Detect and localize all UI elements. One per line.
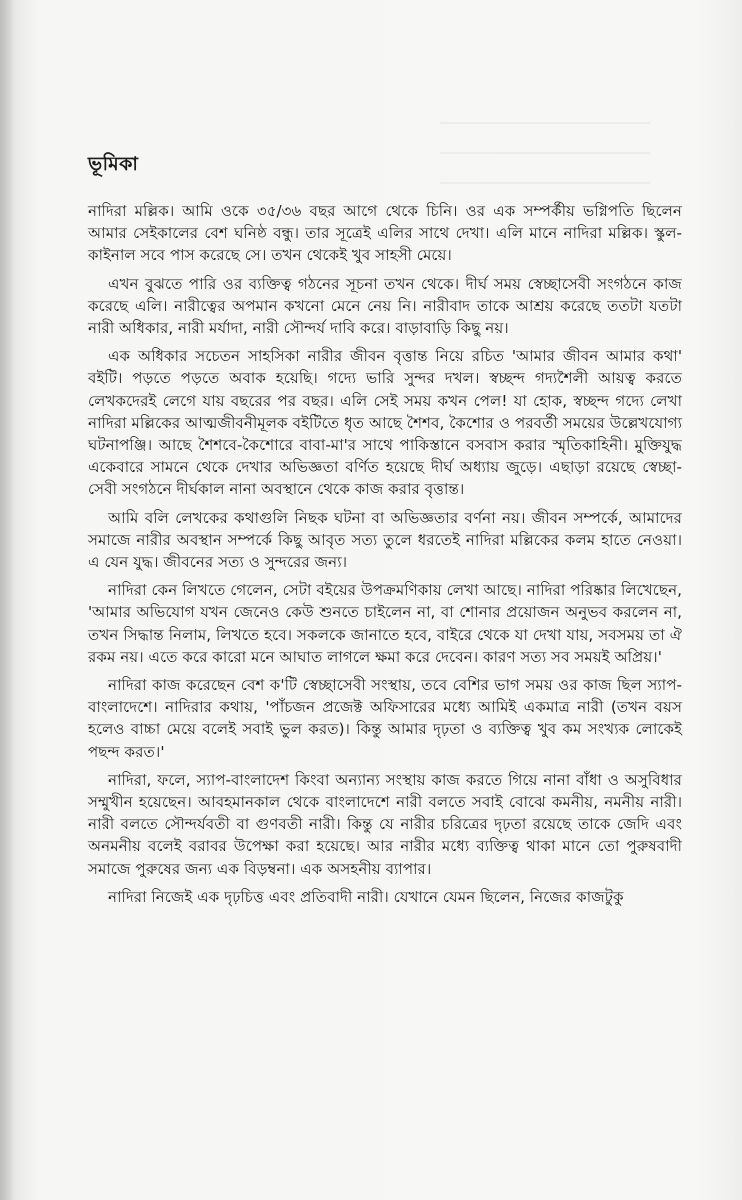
- page-content: [88, 150, 682, 914]
- paragraph-4: আমি বলি লেখকের কথাগুলি নিছক ঘটনা বা অভিজ্ঞতার বর্ণনা নয়। জীবন সম্পর্কে, আমাদের সমাজে নারীর অবস্থান সম্পর্কে কিছু আবৃত সত্য তুলে ধরতেই নাদিরা মল্লিকের কলম হাতে নেওয়া। এ যেন যুদ্ধ। জীবনের সত্য ও সুন্দরের জন্য।: [88, 508, 682, 572]
- paragraph-6: নাদিরা কাজ করেছেন বেশ ক'টি স্বেচ্ছাসেবী সংস্থায়, তবে বেশির ভাগ সময় ওর কাজ ছিল স্যাপ-বাংলাদেশে। নাদিরার কথায়, 'পাঁচজন প্রজেক্ট অফিসারের মধ্যে আমিই একমাত্র নারী (তখন বয়স হলেও বাচ্চা মেয়ে বলেই সবাই ভুল করত)। কিন্তু আমার দৃঢ়তা ও ব্যক্তিত্ব খুব কম সংখ্যক লোকেই পছন্দ করত।': [88, 676, 682, 761]
- paragraph-2: এখন বুঝতে পারি ওর ব্যক্তিত্ব গঠনের সূচনা তখন থেকে। দীর্ঘ সময় স্বেচ্ছাসেবী সংগঠনে কাজ করেছে এলি। নারীত্বের অপমান কখনো মেনে নেয় নি। নারীবাদ তাকে আশ্রয় করেছে ততটা যতটা নারী অধিকার, নারী মর্যাদা, নারী সৌন্দর্য দাবি করে। বাড়াবাড়ি কিছু নয়।: [88, 274, 682, 338]
- paragraph-1: নাদিরা মল্লিক। আমি ওকে ৩৫/৩৬ বছর আগে থেকে চিনি। ওর এক সম্পর্কীয় ভগ্নিপতি ছিলেন আমার সেইকালের বেশ ঘনিষ্ঠ বন্ধু। তার সূত্রেই এলির সাথে দেখা। এলি মানে নাদিরা মল্লিক। স্কুল-কাইনাল সবে পাস করেছে সে। তখন থেকেই খুব সাহসী মেয়ে।: [88, 202, 682, 265]
- paragraph-3: এক অধিকার সচেতন সাহসিকা নারীর জীবন বৃত্তান্ত নিয়ে রচিত 'আমার জীবন আমার কথা' বইটি। পড়তে পড়তে অবাক হয়েছি। গদ্যে ভারি সুন্দর দখল। স্বচ্ছন্দ গদ্যশৈলী আয়ত্ব করতে লেখকদেরই লেগে যায় বছরের পর বছর। এলি সেই সময় কখন পেল! যা হোক, স্বচ্ছন্দ গদ্যে লেখা নাদিরা মল্লিকের আত্মজীবনীমূলক বইটিতে ধৃত আছে শৈশব, কৈশোর ও পরবর্তী সময়ের উল্লেখযোগ্য ঘটনাপঞ্জি। আছে শৈশবে-কৈশোরে বাবা-মা'র সাথে পাকিস্তানে বসবাস করার স্মৃতিকাহিনী। মুক্তিযুদ্ধ একেবারে সামনে থেকে দেখার অভিজ্ঞতা বর্ণিত হয়েছে দীর্ঘ অধ্যায় জুড়ে। এছাড়া রয়েছে স্বেচ্ছা-সেবী সংগঠনে দীর্ঘকাল নানা অবস্থানে থেকে কাজ করার বৃত্তান্ত।: [88, 347, 682, 499]
- paragraph-7: নাদিরা, ফলে, স্যাপ-বাংলাদেশ কিংবা অন্যান্য সংস্থায় কাজ করতে গিয়ে নানা বাঁধা ও অসুবিধার সম্মুখীন হয়েছেন। আবহমানকাল থেকে বাংলাদেশে নারী বলতে সবাই বোঝে কমনীয়, নমনীয় নারী। নারী বলতে সৌন্দর্যবতী বা গুণবতী নারী। কিন্তু যে নারীর চরিত্রের দৃঢ়তা রয়েছে তাকে জেদি এবং অনমনীয় বলেই বরাবর উপেক্ষা করা হয়েছে। আর নারীর মধ্যে ব্যক্তিত্ব থাকা মানে তো পুরুষবাদী সমাজে পুরুষের জন্য এক বিড়ম্বনা। এক অসহনীয় ব্যাপার।: [88, 770, 682, 878]
- paragraph-5: নাদিরা কেন লিখতে গেলেন, সেটা বইয়ের উপক্রমণিকায় লেখা আছে। নাদিরা পরিষ্কার লিখেছেন, 'আমার অভিযোগ যখন জেনেও কেউ শুনতে চাইলেন না, বা শোনার প্রয়োজন অনুভব করলেন না, তখন সিদ্ধান্ত নিলাম, লিখতে হবে। সকলকে জানাতে হবে, বাইরে থেকে যা দেখা যায়, সবসময় তা ঐ রকম নয়। এতে করে কারো মনে আঘাত লাগলে ক্ষমা করে দেবেন। কারণ সত্য সব সময়ই অপ্রিয়।': [88, 581, 682, 666]
- section-heading: ভূমিকা: [88, 153, 139, 175]
- binding-shadow: [0, 0, 14, 1200]
- paragraph-8: নাদিরা নিজেই এক দৃঢ়চিত্ত এবং প্রতিবাদী নারী। যেখানে যেমন ছিলেন, নিজের কাজটুকু: [108, 887, 624, 906]
